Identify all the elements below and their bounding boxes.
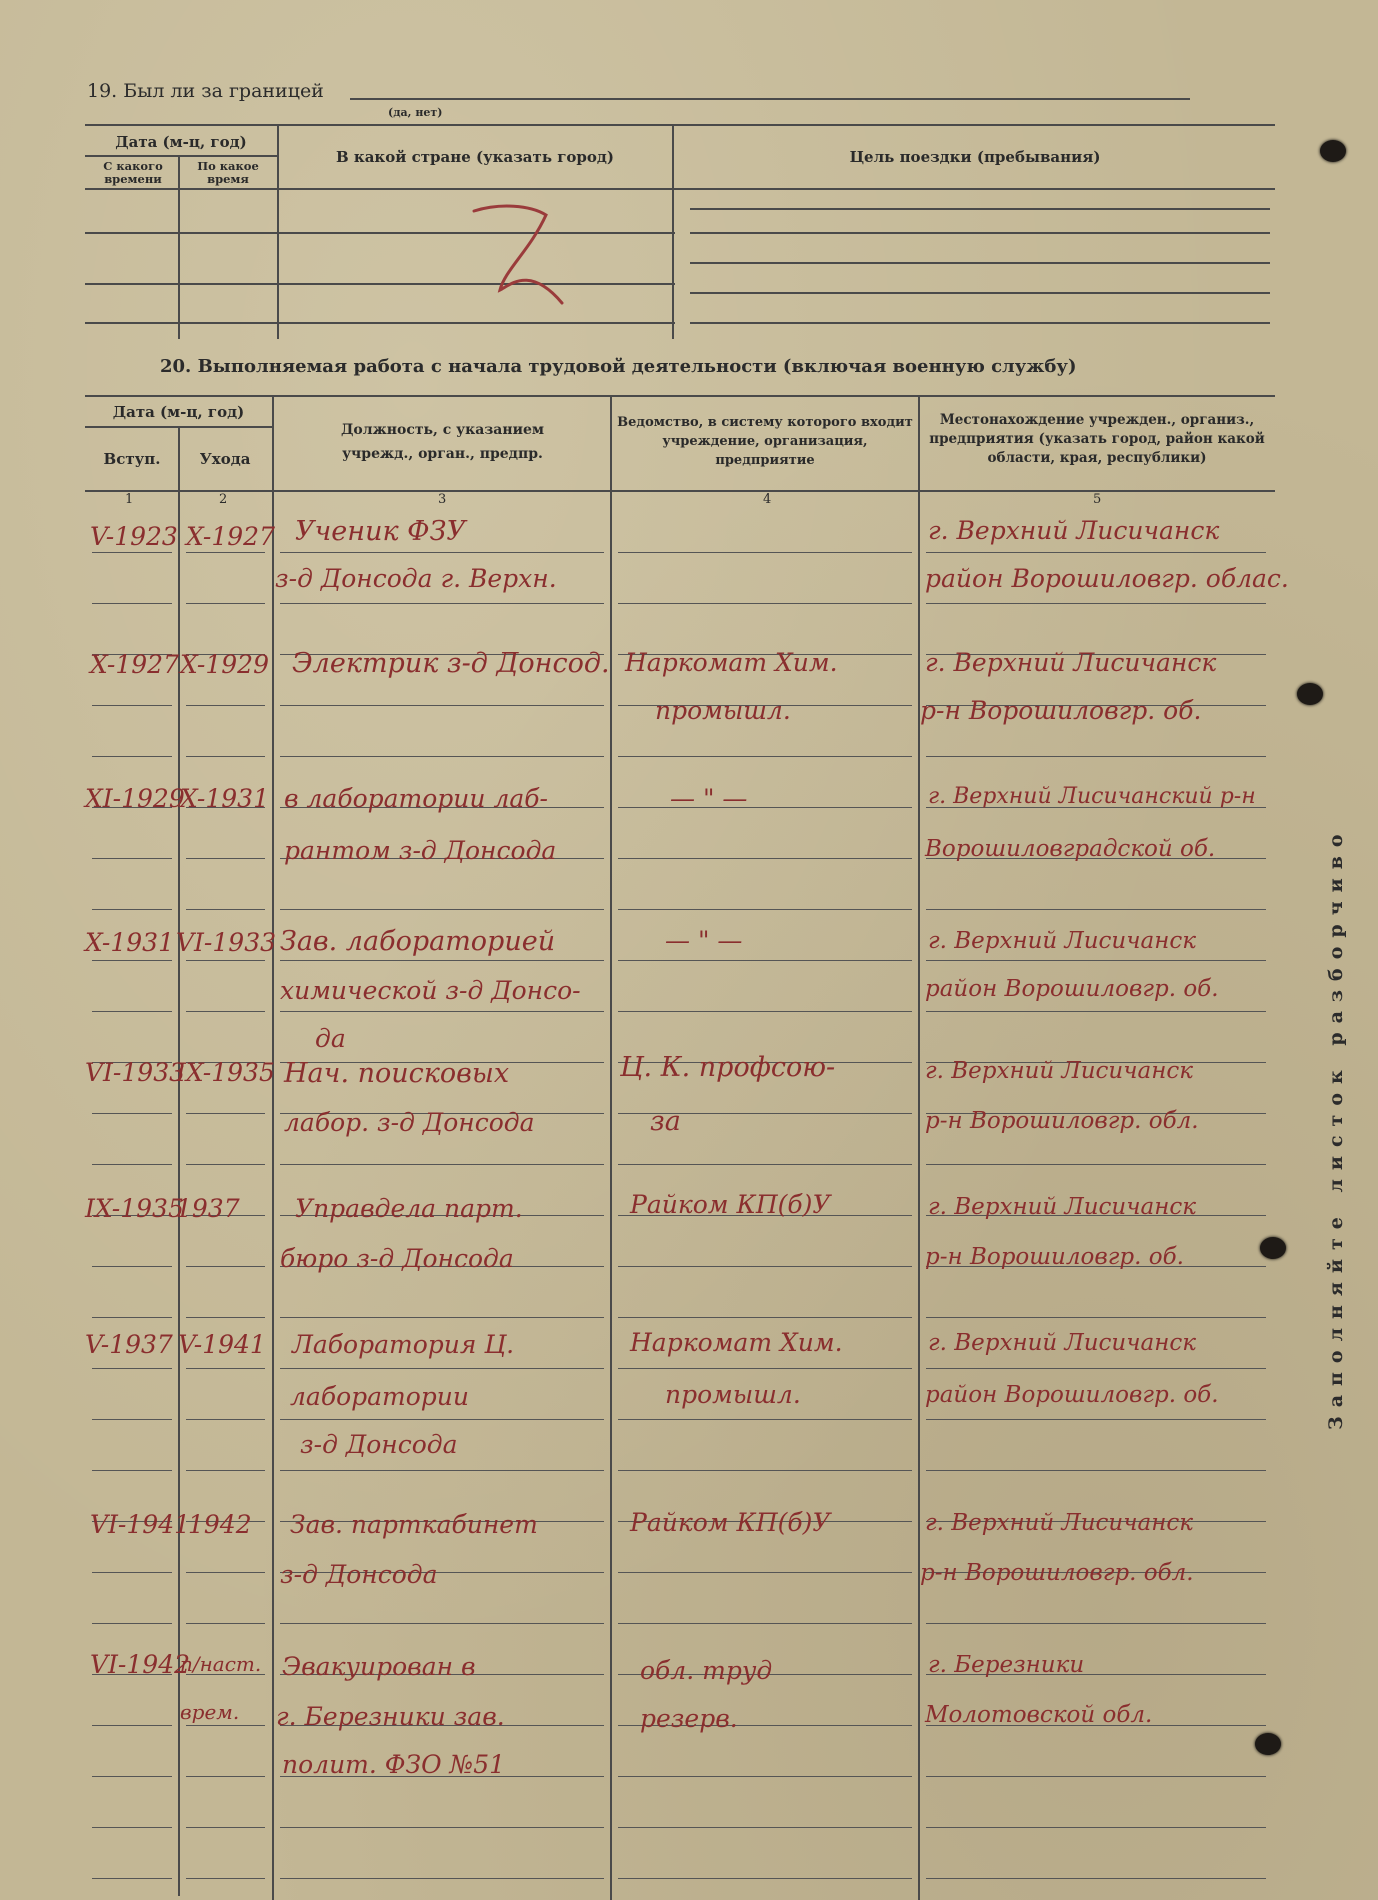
table20-agency-header: Ведомство, в систему которого входит учреждение, организация, предприятие [617, 415, 913, 468]
column-number: 1 [125, 492, 134, 507]
ruled-line [926, 1011, 1266, 1012]
ruled-line [92, 1113, 172, 1114]
ruled-line [926, 603, 1266, 604]
end-date: X-1931 [180, 784, 269, 813]
punch-hole [1320, 140, 1346, 162]
ruled-line [926, 1623, 1266, 1624]
ruled-line [926, 1878, 1266, 1879]
ruled-line [92, 1368, 172, 1369]
ruled-line [186, 1419, 265, 1420]
table19-top-border [85, 124, 1275, 126]
table19-date-header: Дата (м-ц, год) [115, 133, 247, 151]
end-date: X-1927 [186, 522, 275, 551]
ruled-line [618, 603, 912, 604]
ruled-line [186, 1827, 265, 1828]
end-date: IX-1935 [176, 1058, 275, 1087]
ruled-line [186, 1011, 265, 1012]
end-date: V-1941 [178, 1330, 266, 1359]
agency-line: промышл. [665, 1380, 801, 1409]
start-date: V-1937 [85, 1330, 173, 1359]
table19-country-header: В какой стране (указать город) [335, 148, 615, 166]
ruled-line [280, 1470, 604, 1471]
location-line: г. Верхний Лисичанский р-н [928, 784, 1256, 809]
ruled-line [92, 909, 172, 910]
position-line: Лаборатория Ц. [292, 1330, 515, 1359]
ruled-line [618, 1317, 912, 1318]
location-line: г. Березники [928, 1652, 1085, 1678]
table20-location-header: Местонахождение учрежден., организ., предприятия (указать город, район какой области, края, республики) [929, 412, 1265, 466]
position-line: в лаборатории лаб- [284, 784, 548, 813]
ruled-line [186, 1113, 265, 1114]
start-date: X-1931 [85, 928, 174, 957]
position-line: Зав. парткабинет [290, 1510, 538, 1539]
ruled-line [280, 552, 604, 553]
position-line: рантом з-д Донсода [284, 836, 557, 865]
answer-hint: (да, нет) [388, 106, 443, 119]
ruled-line [92, 1164, 172, 1165]
ruled-line [186, 909, 265, 910]
ruled-line [186, 705, 265, 706]
location-line: г. Верхний Лисичанск [925, 648, 1217, 677]
ruled-line [618, 1164, 912, 1165]
ruled-line [92, 1623, 172, 1624]
ruled-line [186, 756, 265, 757]
ruled-line [280, 1011, 604, 1012]
position-line: полит. ФЗО №51 [282, 1750, 506, 1779]
ruled-line [92, 603, 172, 604]
ruled-line [92, 1725, 172, 1726]
column-number: 3 [438, 492, 447, 507]
ruled-line [186, 1368, 265, 1369]
position-line: г. Березники зав. [276, 1702, 505, 1731]
ruled-line [280, 1419, 604, 1420]
location-line: Ворошиловградской об. [925, 836, 1216, 862]
column-number: 4 [763, 492, 772, 507]
ruled-line [92, 1419, 172, 1420]
location-line: р-н Ворошиловгр. об. [920, 696, 1202, 725]
ruled-line [618, 1368, 912, 1369]
agency-line: Райком КП(б)У [630, 1190, 831, 1219]
location-line: р-н Ворошиловгр. об. [925, 1244, 1184, 1270]
ruled-line [92, 552, 172, 553]
agency-line: обл. труд [640, 1656, 773, 1685]
table20-start-header: Вступ. [103, 450, 161, 468]
position-line: з-д Донсода [300, 1430, 458, 1459]
ruled-line [280, 603, 604, 604]
ruled-line [618, 1419, 912, 1420]
location-line: г. Верхний Лисичанск [928, 1330, 1197, 1356]
ruled-line [186, 1164, 265, 1165]
ruled-line [280, 1827, 604, 1828]
position-line: Нач. поисковых [284, 1058, 510, 1089]
start-date: X-1927 [90, 650, 179, 679]
ruled-line [186, 1572, 265, 1573]
column-number: 2 [219, 492, 228, 507]
answer-underline [350, 98, 1190, 100]
location-line: г. Верхний Лисичанск [928, 516, 1220, 545]
punch-hole [1260, 1237, 1286, 1259]
ruled-line [280, 909, 604, 910]
table20-position-header: Должность, с указанием учрежд., орган., предпр. [340, 422, 545, 462]
end-date: VI-1933 [176, 928, 276, 957]
ruled-line [618, 960, 912, 961]
ruled-line [92, 1776, 172, 1777]
ruled-line [280, 1878, 604, 1879]
position-line: Ученик ФЗУ [295, 516, 466, 547]
ruled-line [618, 1470, 912, 1471]
location-line: Молотовской обл. [925, 1702, 1153, 1728]
ruled-line [92, 960, 172, 961]
agency-line: Райком КП(б)У [630, 1508, 831, 1537]
ruled-line [280, 960, 604, 961]
agency-line: за [650, 1106, 681, 1137]
start-date: V-1923 [90, 522, 178, 551]
position-line: Управдела парт. [295, 1194, 523, 1223]
ruled-line [618, 1776, 912, 1777]
ruled-line [92, 1011, 172, 1012]
agency-line: промышл. [655, 696, 791, 725]
handwritten-z-mark [460, 195, 590, 330]
ruled-line [280, 756, 604, 757]
ruled-line [186, 1266, 265, 1267]
ruled-line [186, 1878, 265, 1879]
table19-purpose-header: Цель поездки (пребывания) [849, 148, 1101, 166]
ruled-line [92, 1572, 172, 1573]
ruled-line [92, 1827, 172, 1828]
ruled-line [92, 705, 172, 706]
ruled-line [186, 1623, 265, 1624]
position-line: да [315, 1024, 346, 1053]
position-line: Эвакуирован в [282, 1652, 476, 1681]
location-line: г. Верхний Лисичанск [925, 1058, 1194, 1084]
ruled-line [618, 858, 912, 859]
ruled-line [926, 960, 1266, 961]
table20-date-header: Дата (м-ц, год) [112, 403, 245, 421]
agency-line: Ц. К. профсою- [620, 1052, 836, 1083]
ruled-line [280, 1623, 604, 1624]
location-line: р-н Ворошиловгр. обл. [925, 1108, 1199, 1134]
section-20-title: 20. Выполняемая работа с начала трудовой деятельности (включая военную службу) [160, 356, 1077, 377]
end-date: п/наст. [180, 1652, 262, 1676]
ruled-line [926, 552, 1266, 553]
column-number: 5 [1093, 492, 1102, 507]
ruled-line [186, 1725, 265, 1726]
ruled-line [926, 1317, 1266, 1318]
ruled-line [926, 1470, 1266, 1471]
location-line: г. Верхний Лисичанск [928, 1194, 1197, 1220]
position-line: химической з-д Донсо- [280, 976, 581, 1005]
position-line: з-д Донсода [280, 1560, 438, 1589]
ruled-line [92, 1266, 172, 1267]
start-date: XI-1929 [85, 784, 185, 813]
ruled-line [618, 552, 912, 553]
ruled-line [926, 1164, 1266, 1165]
side-note: Заполняйте листок разборчиво [1325, 825, 1347, 1430]
section-19-title: 19. Был ли за границей [87, 80, 324, 102]
ruled-line [618, 1623, 912, 1624]
ruled-line [618, 807, 912, 808]
ruled-line [186, 1317, 265, 1318]
table19-to-header: По какое время [197, 159, 259, 186]
agency-line: резерв. [640, 1704, 738, 1733]
table19-from-header: С какого времени [103, 159, 163, 186]
ruled-line [186, 960, 265, 961]
table20-end-header: Ухода [199, 450, 251, 468]
ruled-line [618, 1878, 912, 1879]
punch-hole [1255, 1733, 1281, 1755]
end-date: 1942 [188, 1510, 252, 1539]
ruled-line [280, 705, 604, 706]
ruled-line [186, 858, 265, 859]
position-line: Электрик з-д Донсод. [292, 648, 610, 679]
ruled-line [92, 1878, 172, 1879]
ruled-line [92, 858, 172, 859]
location-line: г. Верхний Лисичанск [928, 928, 1197, 954]
ruled-line [926, 1776, 1266, 1777]
position-line: Зав. лабораторией [280, 926, 556, 957]
start-date: VI-1942 [90, 1650, 190, 1679]
position-line: бюро з-д Донсода [280, 1244, 514, 1273]
ruled-line [92, 1317, 172, 1318]
ruled-line [926, 756, 1266, 757]
ruled-line [186, 603, 265, 604]
position-line: лаборатории [290, 1382, 470, 1411]
location-line: район Ворошиловгр. об. [925, 1382, 1219, 1408]
ruled-line [186, 1470, 265, 1471]
ruled-line [926, 1827, 1266, 1828]
start-date: IX-1935 [85, 1194, 184, 1223]
location-line: г. Верхний Лисичанск [925, 1510, 1194, 1536]
table19-subheader-line [85, 155, 277, 157]
agency-line: — " — [670, 784, 748, 813]
start-date: VI-1941 [90, 1510, 190, 1539]
location-line: район Ворошиловгр. облас. [925, 564, 1289, 593]
ruled-line [926, 1419, 1266, 1420]
position-line: з-д Донсода г. Верхн. [275, 564, 557, 593]
agency-line: Наркомат Хим. [625, 648, 838, 677]
ruled-line [280, 1164, 604, 1165]
ruled-line [186, 1776, 265, 1777]
end-date: X-1929 [180, 650, 269, 679]
location-line: район Ворошиловгр. об. [925, 976, 1219, 1002]
ruled-line [280, 1368, 604, 1369]
agency-line: Наркомат Хим. [630, 1328, 843, 1357]
ruled-line [92, 1470, 172, 1471]
ruled-line [618, 909, 912, 910]
end-date: 1937 [176, 1194, 240, 1223]
ruled-line [618, 756, 912, 757]
agency-line: — " — [665, 926, 743, 955]
punch-hole [1297, 683, 1323, 705]
end-date: врем. [180, 1700, 240, 1724]
position-line: лабор. з-д Донсода [284, 1108, 535, 1137]
table19-header-bottom [85, 188, 1275, 190]
location-line: р-н Ворошиловгр. обл. [920, 1560, 1194, 1586]
ruled-line [926, 1368, 1266, 1369]
start-date: VI-1933 [85, 1058, 185, 1087]
ruled-line [280, 1317, 604, 1318]
ruled-line [926, 909, 1266, 910]
ruled-line [618, 1827, 912, 1828]
ruled-line [186, 552, 265, 553]
ruled-line [618, 1011, 912, 1012]
ruled-line [618, 1572, 912, 1573]
ruled-line [618, 1266, 912, 1267]
ruled-line [92, 756, 172, 757]
